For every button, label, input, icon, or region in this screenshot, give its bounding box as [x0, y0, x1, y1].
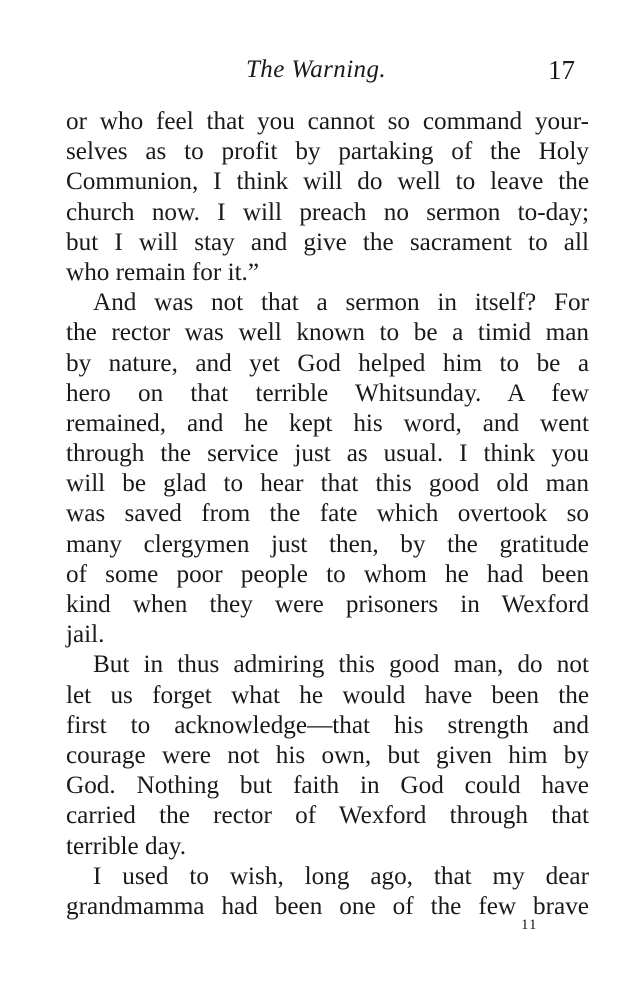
text-line: carried the rector of Wexford through that [66, 802, 589, 830]
page-number: 17 [548, 55, 575, 85]
text-line: hero on that terrible Whitsunday. A few [66, 379, 589, 407]
text-line: church now. I will preach no sermon to-day; [66, 198, 589, 226]
text-line: through the service just as usual. I think you [66, 440, 589, 468]
text-line: I used to wish, long ago, that my dear [93, 862, 589, 890]
text-line: let us forget what he would have been the [66, 681, 589, 709]
body-text [66, 107, 589, 922]
text-line: by nature, and yet God helped him to be a [66, 349, 589, 377]
text-line: many clergymen just then, by the gratitude [66, 530, 589, 558]
text-line: jail. [66, 621, 105, 649]
text-line: But in thus admiring this good man, do not [93, 651, 589, 679]
text-line: of some poor people to whom he had been [66, 560, 589, 588]
text-line: God. Nothing but faith in God could have [66, 772, 589, 800]
text-line: will be glad to hear that this good old man [66, 470, 589, 498]
running-title: The Warning. [246, 56, 387, 83]
text-line: kind when they were prisoners in Wexford [66, 591, 589, 618]
text-line: or who feel that you cannot so command your- [66, 108, 589, 135]
text-line: the rector was well known to be a timid man [66, 319, 589, 347]
text-line: remained, and he kept his word, and went [66, 409, 589, 437]
running-head [0, 52, 642, 92]
signature-mark: 11 [521, 917, 538, 933]
text-line: who remain for it.” [66, 258, 260, 286]
text-line: grandmamma had been one of the few brave [66, 892, 589, 920]
text-line: terrible day. [66, 832, 187, 860]
text-line: selves as to profit by partaking of the Holy [66, 138, 589, 166]
text-line: Communion, I think will do well to leave the [66, 168, 589, 196]
text-line: but I will stay and give the sacrament to all [66, 228, 589, 256]
text-line: courage were not his own, but given him by [66, 741, 589, 769]
text-line: And was not that a sermon in itself? For [93, 289, 589, 317]
text-line: was saved from the fate which overtook so [66, 500, 589, 528]
text-line: first to acknowledge—that his strength and [66, 711, 589, 739]
